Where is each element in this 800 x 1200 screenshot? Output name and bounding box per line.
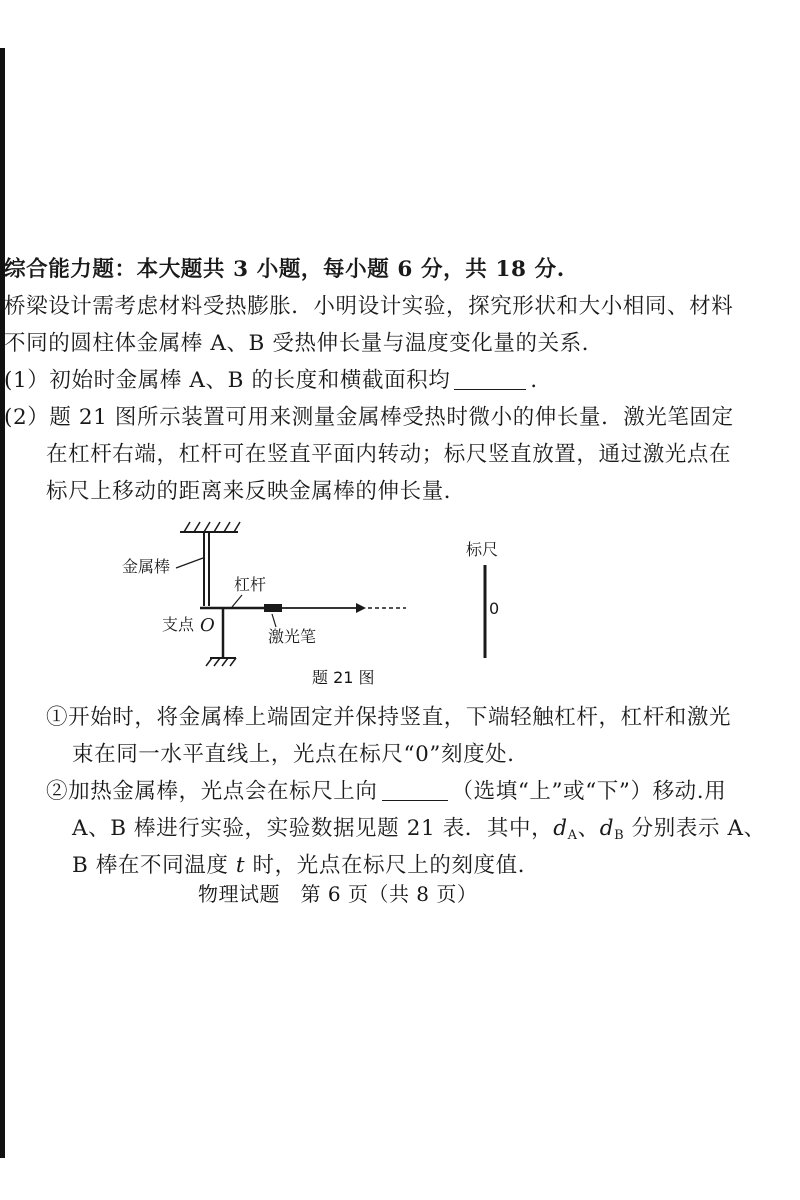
symbol-dB: d [599, 816, 615, 841]
part-2-line-1: (2）题 21 图所示装置可用来测量金属棒受热时微小的伸长量．激光笔固定 [4, 405, 734, 430]
step-2-line-2-text: A、B 棒进行实验，实验数据见题 21 表．其中， [72, 816, 554, 841]
lever-leader-line [232, 595, 242, 607]
rod-label: 金属棒 [122, 557, 171, 576]
step-2-line-3-text: B 棒在不同温度 [72, 853, 236, 878]
symbol-dB-sub: B [614, 828, 625, 843]
step-2-suffix: （选填“上”或“下”）移动.用 [451, 779, 727, 804]
question-intro-line-1: 桥梁设计需考虑材料受热膨胀．小明设计实验，探究形状和大小相同、材料 [4, 294, 734, 319]
question-intro-line-2: 不同的圆柱体金属棒 A、B 受热伸长量与温度变化量的关系． [4, 331, 604, 356]
figure-caption: 题 21 图 [312, 668, 375, 687]
part-2-line-3: 标尺上移动的距离来反映金属棒的伸长量． [46, 479, 466, 504]
symbol-separator: 、 [577, 816, 600, 841]
symbol-dA-sub: A [567, 828, 578, 843]
section-heading: 综合能力题：本大题共 3 小题，每小题 6 分，共 18 分. [4, 257, 565, 282]
answer-blank-1[interactable] [454, 369, 526, 390]
step-2-prefix: ②加热金属棒，光点会在标尺上向 [46, 779, 378, 804]
pivot-label: 支点 [162, 615, 195, 634]
step-2-line-1 [46, 778, 726, 806]
laser-pen [264, 604, 282, 612]
step-1-line-2: 束在同一水平直线上，光点在标尺“0”刻度处． [72, 742, 530, 767]
part-1 [4, 367, 552, 395]
pivot-letter: O [200, 615, 215, 636]
apparatus-diagram [100, 510, 520, 690]
symbol-dA: d [553, 816, 568, 841]
step-2-line-2 [72, 815, 766, 850]
laser-label: 激光笔 [268, 627, 317, 646]
answer-blank-2[interactable] [382, 780, 448, 801]
part-2-line-2: 在杠杆右端，杠杆可在竖直平面内转动；标尺竖直放置，通过激光点在 [46, 442, 732, 467]
part-1-text: (1）初始时金属棒 A、B 的长度和横截面积均 [4, 368, 451, 393]
ruler-zero-mark: 0 [489, 599, 500, 618]
page-left-edge [0, 48, 5, 1158]
laser-leader-line [272, 614, 276, 627]
step-2-line-3 [72, 852, 540, 880]
step-2-line-3-end: 时，光点在标尺上的刻度值． [245, 853, 540, 878]
rod-leader-line [176, 558, 203, 568]
ruler-label: 标尺 [466, 540, 499, 559]
step-1-line-1: ①开始时，将金属棒上端固定并保持竖直，下端轻触杠杆，杠杆和激光 [46, 705, 732, 730]
ceiling-hatching [184, 522, 240, 532]
lever-label: 杠杆 [234, 575, 267, 594]
page-footer: 物理试题 第 6 页（共 8 页） [198, 882, 478, 906]
floor-hatching [206, 658, 236, 666]
step-2-line-2-end: 分别表示 A、 [624, 816, 766, 841]
part-1-suffix: ． [530, 368, 553, 393]
beam-arrow [356, 603, 366, 613]
symbol-t: t [235, 853, 246, 878]
